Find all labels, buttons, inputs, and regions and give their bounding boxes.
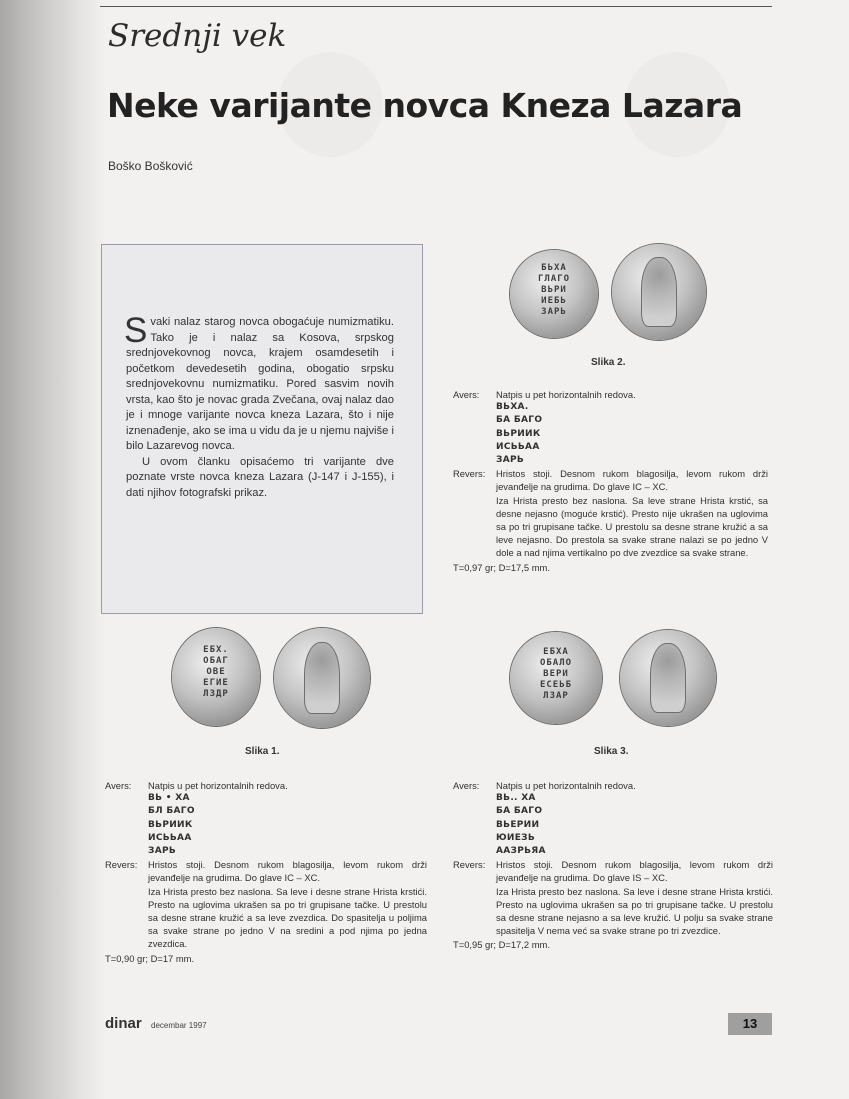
inscription-line: ВЬРИИК bbox=[496, 428, 541, 439]
inscription-line: ВЬХА. bbox=[496, 402, 529, 413]
measurements: T=0,95 gr; D=17,2 mm. bbox=[453, 939, 550, 951]
coin-legend-line: ИЕБЬ bbox=[541, 296, 567, 306]
christ-figure bbox=[641, 257, 677, 326]
description-fig2 bbox=[453, 388, 768, 574]
intro-paragraph-2: U ovom članku opisaćemo tri varijante dve poznate vrste novca kneza Lazara (J-147 i J-155), i dati njihov fotografski prikaz. bbox=[126, 455, 394, 499]
coin-legend-line: БЬХА bbox=[541, 263, 567, 273]
revers-text: Hristos stoji. Desnom rukom blagosilja, levom rukom drži jevanđelje na grudima. Do glave IC – XC. bbox=[148, 859, 427, 884]
coin-obverse-fig1 bbox=[172, 628, 260, 726]
revers-detail: Iza Hrista presto bez naslona. Sa leve i desne strane Hrista krstići. Presto na uglovima ukrašen sa po tri grupisane tačke. U prestolu sa desne strane kružić a sa leve zvezdica. Do spasitelja u poljima sa svake strane po jedno V na sredini a pod njima po jedna zvezdica. bbox=[148, 885, 427, 950]
inscription-line: ВЬЕРИИ bbox=[496, 819, 540, 830]
coin-legend-line: ВЕРИ bbox=[543, 669, 569, 679]
inscription-line: ИСЬЬАА bbox=[496, 441, 540, 452]
revers-text: Hristos stoji. Desnom rukom blagosilja, levom rukom drži jevanđelje na grudima. Do glave IS – XC. bbox=[496, 859, 773, 884]
revers-detail: Iza Hrista presto bez naslona. Sa leve strane Hrista krstić, sa desne nejasno (moguće krstić). Presto nije ukrašen na uglovima sa po tri grupisane tačke. U prestolu sa desne strane kružić a sa leve nejasno. Do prestola sa svake strane nalazi se po jedno V dole a nad njima vertikalno po dve zvezdice sa svake strane. bbox=[496, 494, 768, 559]
christ-figure bbox=[304, 642, 340, 714]
header-rule bbox=[100, 6, 772, 7]
coin-legend-line: ЛЗАР bbox=[543, 691, 569, 701]
issue-date: decembar 1997 bbox=[151, 1021, 207, 1030]
coin-obverse-fig2 bbox=[510, 250, 598, 338]
magazine-logo: dinar bbox=[105, 1015, 142, 1032]
coin-legend-line: ОБАЛО bbox=[539, 658, 573, 668]
inscription-line: ИСЬЬАА bbox=[148, 832, 192, 843]
section-label: Srednji vek bbox=[108, 18, 287, 54]
revers-detail: Iza Hrista presto bez naslona. Sa leve i desne strane Hrista krstići. Presto na uglovima ukrašen sa po tri grupisane tačke. U prestolu sa desne strane nejasno a sa leve kružić. U polju sa svake strane spasitelja V nema već sa svake strane po tri zvezdice. bbox=[496, 885, 773, 937]
inscription-line: ЗАРЬ bbox=[496, 455, 525, 466]
christ-figure bbox=[650, 643, 686, 712]
coin-legend-line: ГЛАГО bbox=[537, 274, 571, 284]
coin-legend-line: ЕСЕЬБ bbox=[539, 680, 573, 690]
inscription-line: БА БАГО bbox=[496, 806, 543, 817]
measurements: T=0,97 gr; D=17,5 mm. bbox=[453, 561, 550, 573]
coin-legend-line: ВЬРИ bbox=[541, 285, 567, 295]
drop-cap: S bbox=[124, 311, 148, 350]
avers-text: Natpis u pet horizontalnih redova. bbox=[496, 389, 636, 400]
figure-caption-1: Slika 1. bbox=[245, 746, 280, 757]
inscription-line: ВЬ • ХА bbox=[148, 793, 190, 804]
description-fig1 bbox=[105, 779, 427, 965]
inscription-line: БА БАГО bbox=[496, 415, 543, 426]
coin-legend-line: ОБАГ bbox=[203, 656, 229, 666]
figure-caption-2: Slika 2. bbox=[591, 357, 626, 368]
binding-shadow bbox=[0, 0, 105, 1099]
coin-legend-line: ЕГИЕ bbox=[203, 678, 229, 688]
figure-caption-3: Slika 3. bbox=[594, 746, 629, 757]
inscription-line: ААЗРЬЯА bbox=[496, 846, 546, 857]
intro-box bbox=[101, 244, 423, 614]
coin-legend-line: ЛЗДР bbox=[203, 689, 229, 699]
avers-label: Avers: bbox=[453, 389, 480, 400]
inscription-line: ЮИЕЗЬ bbox=[496, 832, 535, 843]
coin-reverse-fig3 bbox=[620, 630, 716, 726]
coin-reverse-fig1 bbox=[274, 628, 370, 728]
revers-text: Hristos stoji. Desnom rukom blagosilja, levom rukom drži jevanđelje na grudima. Do glave IC – XC. bbox=[496, 468, 768, 493]
coin-legend-line: ЕБХА bbox=[543, 647, 569, 657]
revers-label: Revers: bbox=[453, 859, 486, 871]
revers-label: Revers: bbox=[105, 859, 138, 871]
coin-legend-line: ЕБХ. bbox=[203, 645, 229, 655]
description-fig3 bbox=[453, 779, 773, 952]
article-title: Neke varijante novca Kneza Lazara bbox=[107, 86, 743, 125]
coin-reverse-fig2 bbox=[612, 244, 706, 340]
intro-text-1: vaki nalaz starog novca obogaćuje numizmatiku. Tako je i nalaz sa Kosova, srpskog srednjovekovnog novca, krajem osamdesetih i početkom devedesetih godina, obogatio srpsku srednjovekovnu numizmatiku. Pored sasvim novih vrsta, kao što je novac grada Zvečana, ovaj nalaz dao je i mnoge varijante novca kneza Lazara, što i nije iznenađenje, ako se ima u vidu da je u njemu najviše i bilo Lazarevog novca. bbox=[126, 316, 394, 452]
inscription-line: ВЬ.. ХА bbox=[496, 793, 536, 804]
intro-paragraph-1 bbox=[124, 311, 394, 455]
avers-label: Avers: bbox=[453, 780, 480, 791]
page-number: 13 bbox=[728, 1013, 772, 1035]
coin-legend-line: ЗАРЬ bbox=[541, 307, 567, 317]
coin-legend-line: ОВЕ bbox=[206, 667, 226, 677]
inscription-line: ЗАРЬ bbox=[148, 846, 177, 857]
inscription-line: ВЬРИИК bbox=[148, 819, 193, 830]
avers-label: Avers: bbox=[105, 780, 132, 791]
revers-label: Revers: bbox=[453, 468, 486, 480]
coin-obverse-fig3 bbox=[510, 632, 602, 724]
article-author: Boško Bošković bbox=[108, 159, 193, 173]
inscription-line: БЛ БАГО bbox=[148, 806, 195, 817]
measurements: T=0,90 gr; D=17 mm. bbox=[105, 952, 195, 964]
avers-text: Natpis u pet horizontalnih redova. bbox=[496, 780, 636, 791]
avers-text: Natpis u pet horizontalnih redova. bbox=[148, 780, 288, 791]
